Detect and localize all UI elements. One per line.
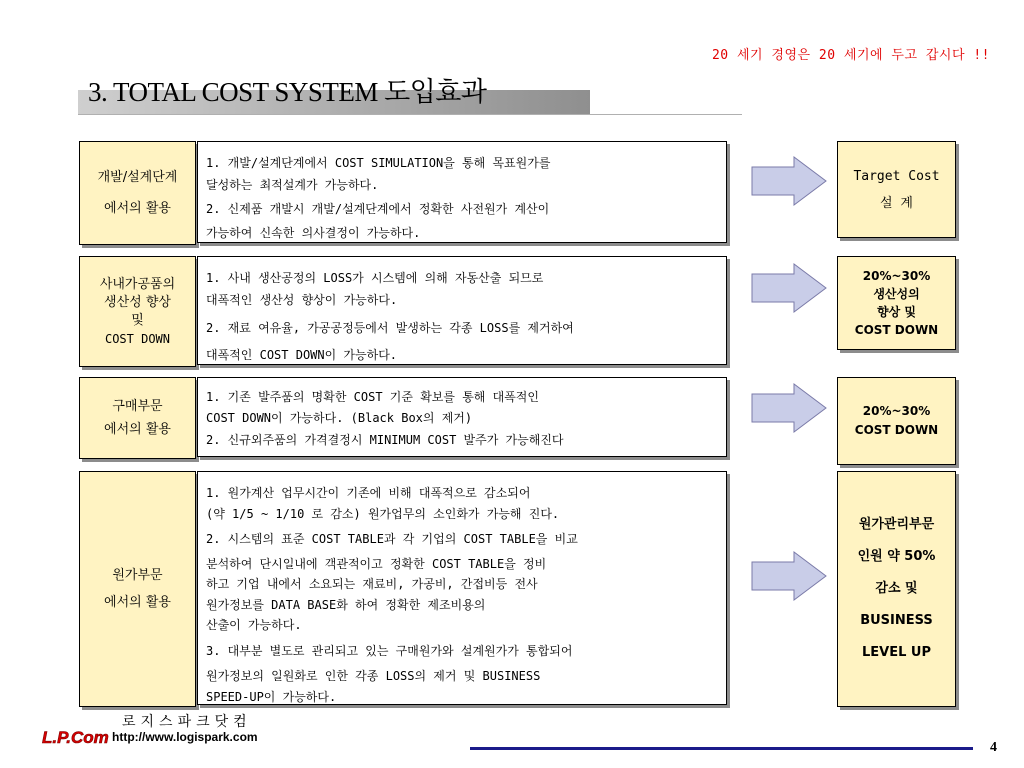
right-arrow-icon — [750, 550, 828, 602]
title-divider — [78, 114, 742, 115]
logo-mark-text: L.P.Com — [42, 728, 109, 747]
description-line: (약 1/5 ~ 1/10 로 감소) 원가업무의 소인화가 가능해 진다. — [206, 507, 560, 521]
right-arrow-icon — [750, 155, 828, 207]
row-label-line: 개발/설계단계 — [97, 170, 178, 185]
description-line: 3. 대부분 별도로 관리되고 있는 구매원가와 설계원가가 통합되어 — [206, 644, 573, 658]
result-line: 향상 및 — [877, 305, 916, 319]
description-line: COST DOWN이 가능하다. (Black Box의 제거) — [206, 411, 473, 425]
description-line: 가능하여 신속한 의사결정이 가능하다. — [206, 226, 421, 240]
row-label-line: 에서의 활용 — [104, 201, 171, 216]
row-label-line: 생산성 향상 — [104, 294, 171, 310]
page-number: 4 — [990, 740, 997, 755]
row-label-line: 원가부문 — [112, 568, 163, 583]
result-line: 생산성의 — [873, 287, 920, 301]
row-label-productivity — [79, 256, 196, 367]
description-line: 달성하는 최적설계가 가능하다. — [206, 178, 379, 192]
result-line: BUSINESS — [860, 613, 933, 628]
description-line: 분석하여 단시일내에 객관적이고 정확한 COST TABLE을 정비 — [206, 557, 547, 571]
result-box-purchasing — [837, 377, 956, 465]
tagline: 20 세기 경영은 20 세기에 두고 갑시다 !! — [711, 48, 990, 63]
result-line: 인원 약 50% — [857, 549, 936, 564]
logo-korean-text: 로지스파크닷컴 — [122, 714, 252, 730]
row-label-cost — [79, 471, 196, 707]
result-line: 원가관리부문 — [858, 517, 935, 532]
result-line: 감소 및 — [875, 581, 918, 596]
row-label-design — [79, 141, 196, 245]
result-box-cost — [837, 471, 956, 707]
result-line: Target Cost — [853, 168, 940, 184]
result-box-productivity — [837, 256, 956, 350]
description-line: 원가정보의 일원화로 인한 각종 LOSS의 제거 및 BUSINESS — [206, 669, 541, 683]
right-arrow-icon — [750, 262, 828, 314]
footer-divider — [470, 747, 973, 750]
site-url-link[interactable]: http://www.logispark.com — [112, 730, 258, 744]
row-label-line: 에서의 활용 — [104, 595, 171, 610]
description-line: SPEED-UP이 가능하다. — [206, 690, 337, 704]
result-box-design — [837, 141, 956, 238]
row-label-purchasing — [79, 377, 196, 459]
description-line: 2. 신규외주품의 가격결정시 MINIMUM COST 발주가 가능해진다 — [206, 433, 564, 447]
row-description-cost — [197, 471, 727, 705]
row-label-line: 사내가공품의 — [99, 276, 176, 292]
description-line: 1. 개발/설계단계에서 COST SIMULATION을 통해 목표원가를 — [206, 156, 551, 170]
description-line: 대폭적인 COST DOWN이 가능하다. — [206, 348, 398, 362]
description-line: 1. 원가계산 업무시간이 기존에 비해 대폭적으로 감소되어 — [206, 486, 531, 500]
row-label-line: COST DOWN — [104, 331, 171, 346]
result-line: LEVEL UP — [862, 645, 931, 660]
description-line: 2. 시스템의 표준 COST TABLE과 각 기업의 COST TABLE을 비교 — [206, 532, 578, 546]
description-line: 1. 사내 생산공정의 LOSS가 시스템에 의해 자동산출 되므로 — [206, 271, 544, 285]
row-label-line: 및 — [131, 312, 144, 328]
description-line: 2. 재료 여유율, 가공공정등에서 발생하는 각종 LOSS를 제거하여 — [206, 321, 574, 335]
description-line: 대폭적인 생산성 향상이 가능하다. — [206, 293, 398, 307]
result-line: 20%~30% — [862, 269, 931, 283]
row-description-productivity — [197, 256, 727, 365]
description-line: 하고 기업 내에서 소요되는 재료비, 가공비, 간접비등 전사 — [206, 577, 538, 591]
description-line: 1. 기존 발주품의 명확한 COST 기준 확보를 통해 대폭적인 — [206, 390, 539, 404]
row-description-design — [197, 141, 727, 243]
row-description-purchasing — [197, 377, 727, 457]
description-line: 2. 신제품 개발시 개발/설계단계에서 정확한 사전원가 계산이 — [206, 202, 550, 216]
right-arrow-icon — [750, 382, 828, 434]
result-line: 설 계 — [880, 195, 913, 211]
description-line: 산출이 가능하다. — [206, 618, 302, 632]
page-title: 3. TOTAL COST SYSTEM 도입효과 — [88, 77, 487, 107]
result-line: 20%~30% — [862, 404, 931, 418]
row-label-line: 에서의 활용 — [104, 422, 171, 437]
result-line: COST DOWN — [854, 423, 939, 437]
result-line: COST DOWN — [854, 323, 939, 337]
description-line: 원가정보를 DATA BASE화 하여 정확한 제조비용의 — [206, 598, 486, 612]
row-label-line: 구매부문 — [112, 399, 163, 414]
